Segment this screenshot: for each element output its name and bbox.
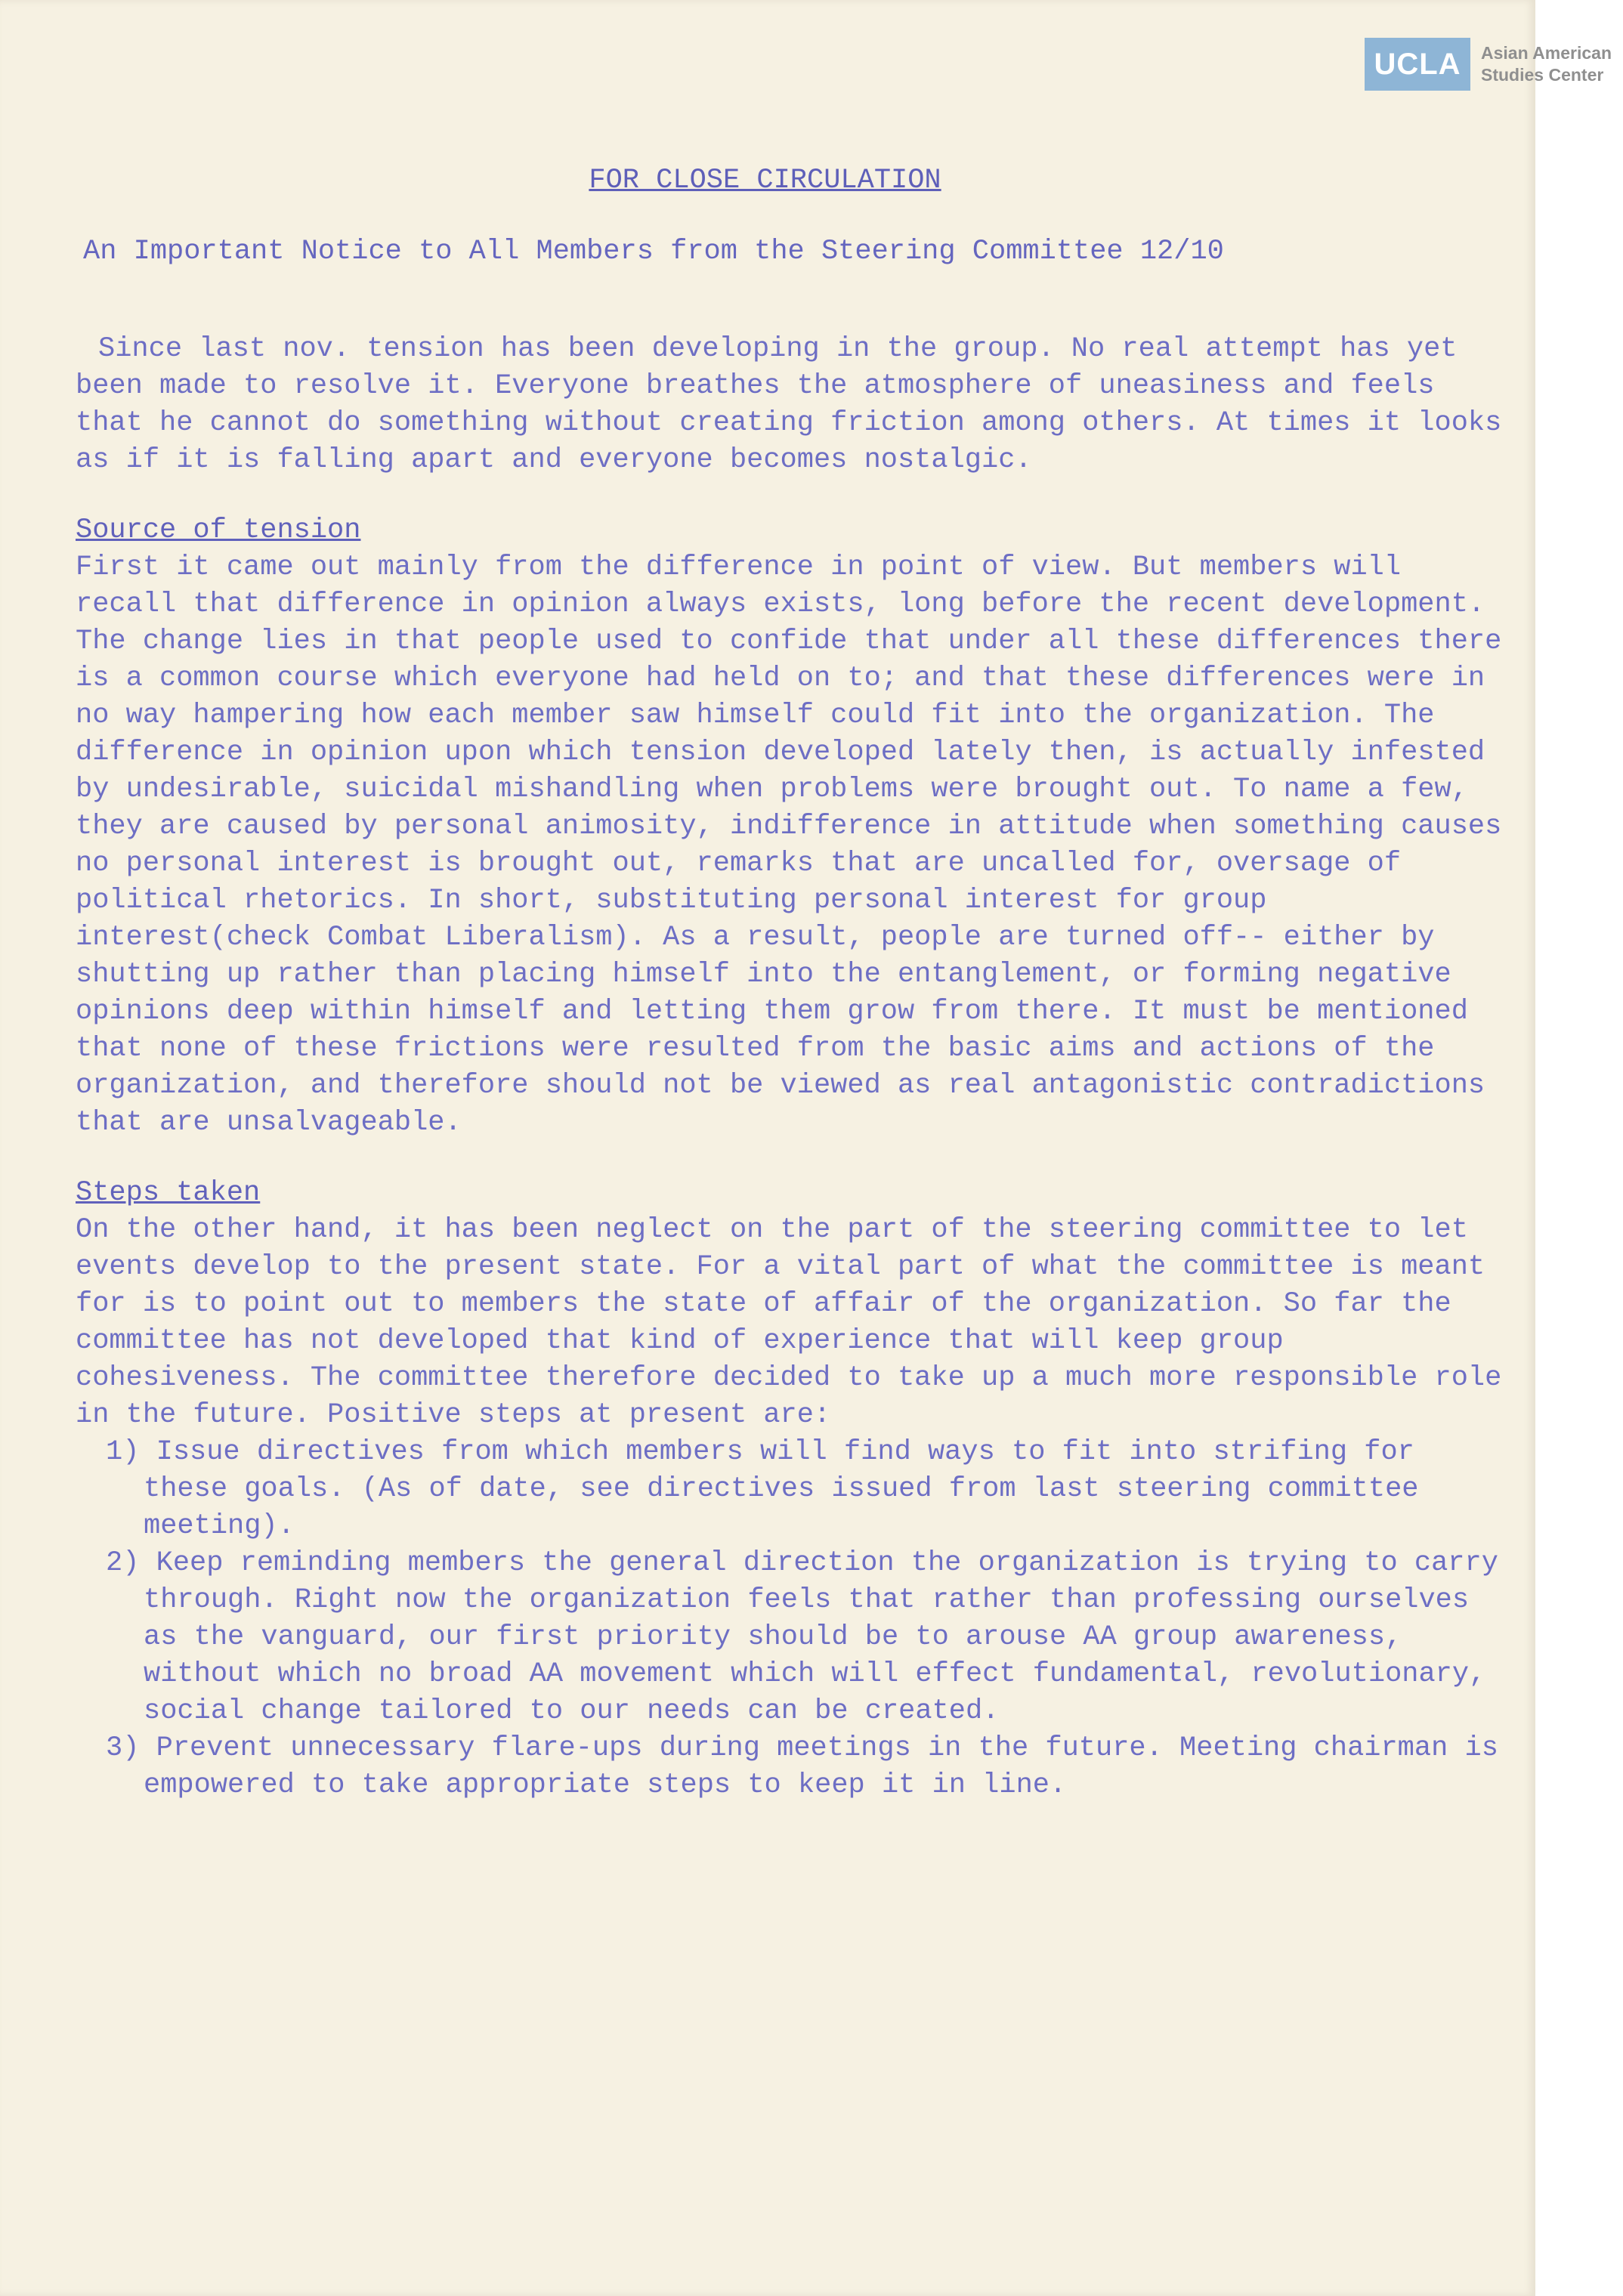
section-body-steps: On the other hand, it has been neglect on the part of the steering committee to let events develop to the present state. For a vital part of what the committee is meant for is to point out to members the state of affair of the organization. So far the committee has not developed that kind of experience that will keep group cohesiveness. The committee therefore decided to take up a much more responsible role in the future. Positive steps at present are:	[76, 1214, 1502, 1431]
intro-paragraph: Since last nov. tension has been developing in the group. No real attempt has yet been made to resolve it. Everyone breathes the atmosphere of uneasiness and feels that he cannot do something without creating friction among others. At times it looks as if it is falling apart and everyone becomes nostalgic.	[76, 333, 1502, 476]
steps-list	[76, 1434, 1504, 1804]
document-title: FOR CLOSE CIRCULATION	[589, 165, 941, 196]
list-item: 2) Keep reminding members the general direction the organization is trying to carry through. Right now the organization feels that rather than professing ourselves as the vanguard, our first priority should be to arouse AA group awareness, without which no broad AA movement which will effect fundamental, revolutionary, social change tailored to our needs can be created.	[106, 1547, 1498, 1727]
typed-memo	[76, 162, 1504, 1804]
ucla-logo	[1365, 38, 1623, 91]
section-body-source: First it came out mainly from the difference in point of view. But members will recall that difference in opinion always exists, long before the recent development. The change lies in that people used to confide that under all these differences there is a common course which everyone had held on to; and that these differences were in no way hampering how each member saw himself could fit into the organization. The difference in opinion upon which tension developed lately then, is actually infested by undesirable, suicidal mishandling when problems were brought out. To name a few, they are caused by personal animosity, indifference in attitude when something causes no personal interest is brought out, remarks that are uncalled for, oversage of political rhetorics. In short, substituting personal interest for group interest(check Combat Liberalism). As a result, people are turned off-- either by shutting up rather than placing himself into the entanglement, or forming negative opinions deep within himself and letting them grow from there. It must be mentioned that none of these frictions were resulted from the basic aims and actions of the organization, and therefore should not be viewed as real antagonistic contradictions that are unsalvageable.	[76, 552, 1502, 1139]
ucla-logo-box: UCLA	[1365, 38, 1470, 91]
section-heading-source: Source of tension	[76, 515, 361, 546]
notice-line: An Important Notice to All Members from the Steering Committee 12/10	[83, 236, 1224, 267]
section-heading-steps: Steps taken	[76, 1177, 261, 1209]
ucla-logo-text: Asian American Studies Center	[1481, 43, 1612, 85]
list-item: 1) Issue directives from which members will find ways to fit into strifing for these goals. (As of date, see directives issued from last steering committee meeting).	[106, 1436, 1419, 1542]
list-item: 3) Prevent unnecessary flare-ups during meetings in the future. Meeting chairman is empowered to take appropriate steps to keep it in line.	[106, 1732, 1498, 1801]
